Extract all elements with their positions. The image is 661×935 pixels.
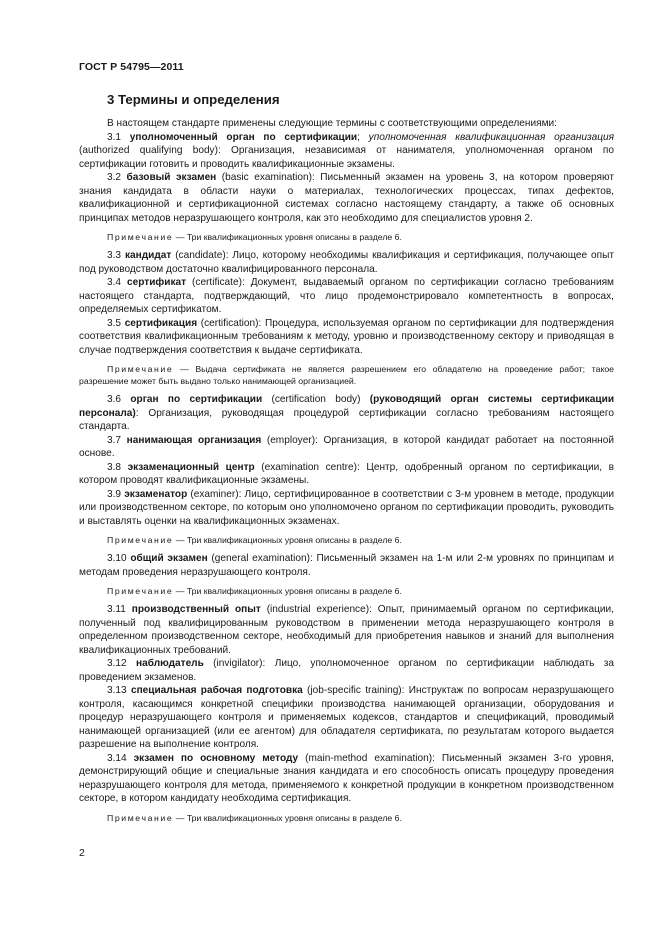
note-label: Примечание [107,535,174,545]
term-name: орган по сертификации [130,394,263,405]
term-paragraph [79,461,614,488]
note-dash: — [173,232,187,242]
note-text: Три квалификационных уровня описаны в разделе 6. [186,232,402,242]
note [79,585,614,597]
term-name: уполномоченный орган по сертификации [129,131,358,143]
term-name: кандидат [124,250,172,261]
term-number: 3.11 [107,604,126,615]
term-definition: (general examination): Письменный экзамен на 1-м или 2-м уровнях по принципам и методам проведения неразрушающего контроля. [79,553,614,578]
intro-paragraph: В настоящем стандарте применены следующие термины с соответствующими определениями: [107,118,557,129]
term-number: 3.14 [107,752,127,764]
note [79,231,614,243]
term-definition: : Организация, руководящая процедурой сертификации согласно требованиям настоящего стандарта. [79,407,614,432]
term-alt-name: уполномоченная квалификационная организация [368,131,615,143]
term-name: сертификация [124,317,198,329]
term-name: производственный опыт [131,604,261,615]
term-number: 3.9 [107,488,122,500]
term-number: 3.10 [107,553,127,564]
note-dash: — [173,364,196,374]
term-paragraph [79,657,614,684]
note [79,363,614,387]
term-paragraph [79,488,614,529]
term-definition: (authorized qualifying body): Организация, независимая от нанимателя, уполномоченная органом по сертификации готовить и проводить квалификационные экзамены. [79,145,614,170]
term-definition: (industrial experience): Опыт, принимаемый органом по сертификации, полученный под квалифицированным руководством в применении метода неразрушающего контроля в определенном производственном секторе, необходимый для приобретения навыков и знаний для выполнения квалификационных требований. [79,604,615,656]
term-name: экзаменатор [124,488,188,500]
term-definition: (candidate): Лицо, которому необходимы квалификация и сертификация, получающее опыт под руководством достаточно квалифицированного персонала. [79,250,614,275]
term-paragraph [79,552,614,579]
term-definition: (job-specific training): Инструктаж по вопросам неразрушающего контроля, касающимся конкретной специфики производства нанимающей организации, оборудования и процедур неразрушающего контроля и применяемых кодексов, стандартов и спецификаций, проводимый нанимающей организацией (или ее агентом) для обладателя сертификата, по результатам которого выдается разрешение на выполнение контроля. [79,685,614,750]
term-paragraph [79,249,614,276]
term-number: 3.3 [107,250,122,261]
term-name: нанимающая организация [126,434,262,446]
term-name: специальная рабочая подготовка [130,685,303,696]
note [79,534,614,546]
term-paragraph [79,684,614,752]
note-dash: — [173,812,187,823]
term-definition: (examination centre): Центр, одобренный органом по сертификации, в котором проводят квалификационные экзамены. [79,461,615,486]
note-dash: — [173,586,187,596]
term-number: 3.1 [107,131,122,143]
note-label: Примечание [107,364,174,374]
document-body [79,117,614,830]
term-number: 3.2 [107,172,122,183]
note-label: Примечание [107,232,174,242]
term-english: (certification body) [262,394,370,405]
term-name: экзамен по основному методу [133,752,299,764]
term-number: 3.5 [107,317,122,329]
term-name: общий экзамен [130,553,208,564]
note-text: Три квалификационных уровня описаны в разделе 6. [186,812,402,823]
term-paragraph [79,276,614,317]
term-paragraph [79,317,614,358]
note-text: Три квалификационных уровня описаны в разделе 6. [186,586,402,596]
term-number: 3.4 [107,277,122,288]
term-definition: (employer): Организация, в которой кандидат работает на постоянной основе. [79,434,615,459]
term-alt-name: (руководящий орган системы сертификации персонала) [79,394,615,419]
term-name: наблюдатель [136,658,204,669]
note-text: Выдача сертификата не является разрешением его обладателю на проведение работ; такое разрешение может быть выдано только нанимающей организацией. [79,364,615,386]
term-separator: ; [357,131,369,143]
term-name: экзаменационный центр [127,461,255,473]
term-paragraph [79,603,614,657]
term-paragraph [79,434,614,461]
standard-header: ГОСТ Р 54795—2011 [79,61,184,73]
term-paragraph [79,131,614,172]
term-definition: (basic examination): Письменный экзамен на уровень 3, на котором проверяют знания кандидата в области науки о материалах, технологических процессах, типах дефектов, квалификационной и сертификационной системах согласно настоящему стандарту, а также об основных принципах методов неразрушающего контроля, как это необходимо для специалистов уровня 2. [79,172,614,224]
term-definition: (main-method examination): Письменный экзамен 3-го уровня, демонстрирующий общие и специальные знания кандидата и его способность описать процедуру проведения неразрушающего контроля для метода, применяемого к конкретной продукции в конкретном производственном секторе, в котором кандидату необходима сертификация. [79,752,614,804]
page-number: 2 [79,847,85,859]
term-number: 3.8 [107,461,122,473]
note [79,812,614,824]
term-definition: (certification): Процедура, используемая органом по сертификации для подтверждения соответствия квалификационным требованиям к методу, уровню и производственному сектору и приводящая в случае подтверждения соответствия к выдаче сертификата. [79,317,614,356]
term-paragraph [79,171,614,225]
term-number: 3.6 [107,394,122,405]
term-paragraph [79,393,614,434]
term-number: 3.7 [107,434,122,446]
term-number: 3.13 [107,685,127,696]
section-title: 3 Термины и определения [107,92,280,107]
term-name: базовый экзамен [126,172,217,183]
term-name: сертификат [127,277,187,288]
note-label: Примечание [107,586,174,596]
note-text: Три квалификационных уровня описаны в разделе 6. [186,535,402,545]
term-definition: (certificate): Документ, выдаваемый органом по сертификации согласно требованиям настоящего стандарта, подтверждающий, что лицо продемонстрировало компетентность в вопросах, определяемых сертификатом. [79,277,614,315]
term-definition: (invigilator): Лицо, уполномоченное органом по сертификации наблюдать за проведением экзаменов. [79,658,614,683]
term-number: 3.12 [107,658,127,669]
term-paragraph [79,752,614,806]
note-dash: — [173,535,187,545]
term-definition: (examiner): Лицо, сертифицированное в соответствии с 3-м уровнем в методе, продукции или производственном секторе, по которым оно уполномочено органом по сертификации проводить, руководить и выставлять оценки на квалификационных экзаменах. [79,488,614,527]
note-label: Примечание [107,812,174,823]
